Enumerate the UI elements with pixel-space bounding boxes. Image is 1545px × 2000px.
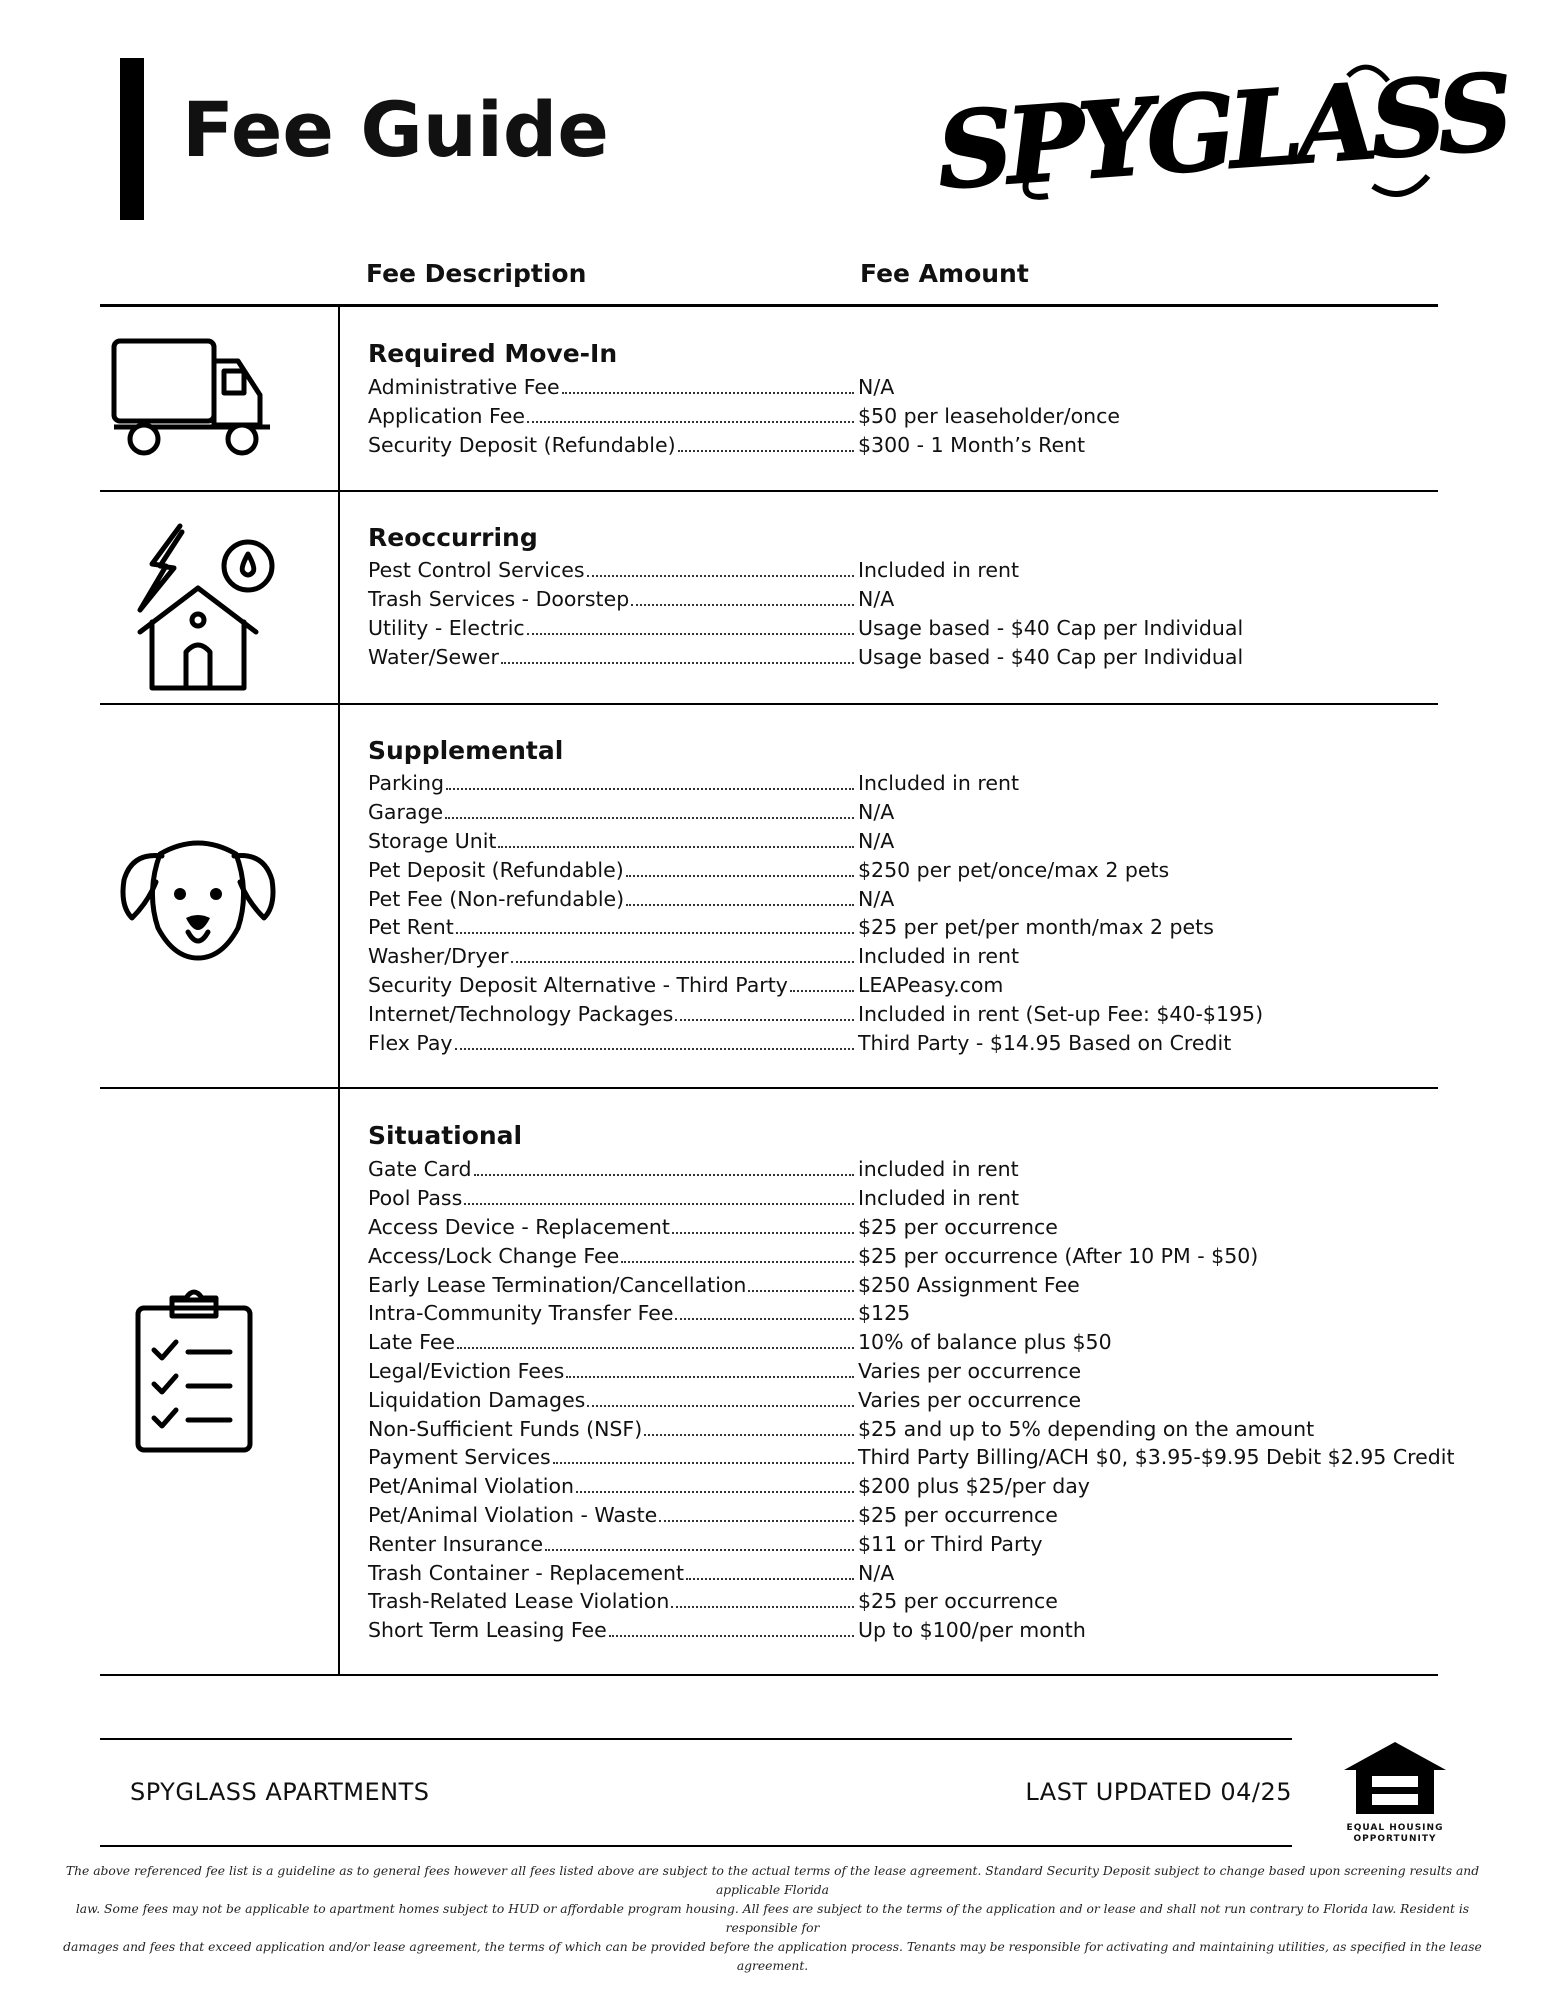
fee-amount: $25 per occurrence (858, 1589, 1058, 1614)
fee-label: Legal/Eviction Fees (368, 1358, 565, 1383)
fee-amount: Included in rent (858, 944, 1019, 969)
fee-row (368, 855, 1263, 884)
fee-label: Renter Insurance (368, 1531, 544, 1556)
fee-amount: Usage based - $40 Cap per Individual (858, 644, 1244, 669)
fee-amount: Included in rent (858, 1186, 1019, 1211)
fee-row (368, 1529, 1455, 1558)
fee-label: Early Lease Termination/Cancellation (368, 1272, 747, 1297)
fee-label: Pool Pass (368, 1186, 463, 1211)
fee-amount: LEAPeasy.com (858, 972, 1004, 997)
fee-row (368, 1357, 1455, 1386)
fee-amount: $25 per occurrence (858, 1214, 1058, 1239)
fee-amount: Usage based - $40 Cap per Individual (858, 615, 1244, 640)
fee-row (368, 1414, 1455, 1443)
fee-row (368, 1184, 1455, 1213)
disclaimer-line: damages and fees that exceed application and/or lease agreement, the terms of which can be provided before the application process. Tenants may be responsible for activating and maintaining utilities, as specified in the lease agreement. (63, 1940, 1482, 1973)
fee-amount: Varies per occurrence (858, 1358, 1082, 1383)
section-title-supplemental: Supplemental (368, 736, 564, 765)
eho-caption-line-1: EQUAL HOUSING (1346, 1823, 1444, 1833)
fee-row (368, 942, 1263, 971)
section-title-situational: Situational (368, 1121, 523, 1150)
spyglass-logo (933, 50, 1511, 213)
column-header-amount: Fee Amount (860, 259, 1029, 288)
fee-row (368, 884, 1263, 913)
fee-row (368, 827, 1263, 856)
fee-row (368, 1155, 1455, 1184)
fee-label: Pet/Animal Violation (368, 1474, 574, 1499)
dog-icon (118, 832, 278, 962)
fee-label: Pest Control Services (368, 558, 585, 583)
fee-row (368, 999, 1263, 1028)
legal-disclaimer (40, 1862, 1505, 1976)
fee-label: Pet Rent (368, 915, 454, 940)
footer-last-updated: LAST UPDATED 04/25 (1025, 1778, 1292, 1806)
fee-row (368, 1587, 1455, 1616)
fee-amount: $300 - 1 Month’s Rent (858, 432, 1086, 457)
fee-label: Pet Deposit (Refundable) (368, 857, 624, 882)
fee-row (368, 1385, 1455, 1414)
fee-amount: Included in rent (Set-up Fee: $40-$195) (858, 1001, 1264, 1026)
equal-housing-opportunity-logo (1340, 1738, 1450, 1848)
fee-label: Parking (368, 771, 445, 796)
fee-label: Access/Lock Change Fee (368, 1243, 620, 1268)
clipboard-checklist-icon (134, 1286, 254, 1454)
fee-label: Short Term Leasing Fee (368, 1618, 607, 1643)
fee-amount: $250 per pet/once/max 2 pets (858, 857, 1170, 882)
section-title-required-move-in: Required Move-In (368, 339, 618, 368)
fee-amount: N/A (858, 886, 895, 911)
table-bottom-rule (100, 1674, 1438, 1676)
fee-label: Internet/Technology Packages (368, 1001, 674, 1026)
fee-label: Non-Sufficient Funds (NSF) (368, 1416, 643, 1441)
title-accent-bar (120, 58, 144, 220)
fee-row (368, 642, 1243, 671)
fee-label: Trash-Related Lease Violation (368, 1589, 670, 1614)
fee-label: Flex Pay (368, 1030, 453, 1055)
fee-amount: N/A (858, 587, 895, 612)
fee-row (368, 1270, 1455, 1299)
fee-amount: Included in rent (858, 558, 1019, 583)
fee-amount: Up to $100/per month (858, 1618, 1086, 1643)
fee-label: Payment Services (368, 1445, 551, 1470)
fee-amount: $50 per leaseholder/once (858, 404, 1120, 429)
fee-label: Garage (368, 800, 444, 825)
fee-row (368, 402, 1120, 431)
fee-row (368, 971, 1263, 1000)
fee-amount: $25 and up to 5% depending on the amount (858, 1416, 1315, 1441)
fee-row (368, 1028, 1263, 1057)
fee-row (368, 585, 1243, 614)
fee-list-situational (368, 1155, 1455, 1645)
fee-amount: $250 Assignment Fee (858, 1272, 1080, 1297)
fee-amount: Third Party Billing/ACH $0, $3.95-$9.95 Debit $2.95 Credit (858, 1445, 1455, 1470)
fee-label: Security Deposit Alternative - Third Party (368, 972, 788, 997)
fee-row (368, 1472, 1455, 1501)
fee-row (368, 431, 1120, 460)
column-header-description: Fee Description (366, 259, 587, 288)
fee-label: Trash Container - Replacement (368, 1560, 684, 1585)
fee-row (368, 913, 1263, 942)
fee-row (368, 1213, 1455, 1242)
fee-amount: $25 per occurrence (After 10 PM - $50) (858, 1243, 1259, 1268)
fee-label: Storage Unit (368, 828, 497, 853)
fee-amount: $11 or Third Party (858, 1531, 1043, 1556)
fee-amount: Varies per occurrence (858, 1387, 1082, 1412)
fee-label: Administrative Fee (368, 375, 560, 400)
eho-caption-line-2: OPPORTUNITY (1353, 1834, 1437, 1844)
fee-amount: N/A (858, 375, 895, 400)
fee-row (368, 798, 1263, 827)
disclaimer-line: law. Some fees may not be applicable to apartment homes subject to HUD or affordable program housing. All fees are subject to the terms of the application and or lease and shall not run contrary to Florida law. Resident is responsible for (75, 1902, 1470, 1935)
fee-row (368, 1241, 1455, 1270)
section-divider (100, 490, 1438, 492)
fee-label: Late Fee (368, 1330, 456, 1355)
fee-label: Application Fee (368, 404, 525, 429)
fee-row (368, 373, 1120, 402)
fee-label: Washer/Dryer (368, 944, 509, 969)
fee-row (368, 1443, 1455, 1472)
svg-text:SPYGLASS: SPYGLASS (933, 50, 1511, 213)
fee-row (368, 769, 1263, 798)
fee-amount: $25 per occurrence (858, 1502, 1058, 1527)
fee-row (368, 1328, 1455, 1357)
fee-amount: N/A (858, 800, 895, 825)
fee-amount: 10% of balance plus $50 (858, 1330, 1112, 1355)
page-title: Fee Guide (182, 85, 609, 174)
fee-row (368, 556, 1243, 585)
fee-amount: Included in rent (858, 771, 1019, 796)
fee-label: Security Deposit (Refundable) (368, 432, 676, 457)
fee-label: Utility - Electric (368, 615, 525, 640)
fee-row (368, 614, 1243, 643)
moving-truck-icon (110, 335, 280, 460)
fee-row (368, 1558, 1455, 1587)
fee-label: Access Device - Replacement (368, 1214, 670, 1239)
fee-amount: included in rent (858, 1157, 1019, 1182)
table-top-rule (100, 304, 1438, 307)
section-title-reoccurring: Reoccurring (368, 523, 538, 552)
fee-list-required-move-in (368, 373, 1120, 459)
footer-top-rule (100, 1738, 1292, 1740)
fee-list-supplemental (368, 769, 1263, 1057)
fee-row (368, 1501, 1455, 1530)
fee-amount: Third Party - $14.95 Based on Credit (858, 1030, 1232, 1055)
fee-amount: $200 plus $25/per day (858, 1474, 1090, 1499)
disclaimer-line: The above referenced fee list is a guideline as to general fees however all fees listed above are subject to the actual terms of the lease agreement. Standard Security Deposit subject to change based upon screening results and applicable Florida (65, 1864, 1480, 1897)
fee-label: Trash Services - Doorstep (368, 587, 630, 612)
footer-property-name: SPYGLASS APARTMENTS (130, 1778, 430, 1806)
fee-label: Gate Card (368, 1157, 472, 1182)
fee-label: Water/Sewer (368, 644, 499, 669)
fee-amount: N/A (858, 828, 895, 853)
section-divider (100, 703, 1438, 705)
fee-row (368, 1616, 1455, 1645)
fee-label: Liquidation Damages (368, 1387, 586, 1412)
column-divider (338, 305, 340, 1675)
equal-housing-icon (1340, 1738, 1450, 1818)
footer-bottom-rule (100, 1845, 1292, 1847)
fee-row (368, 1299, 1455, 1328)
fee-amount: $25 per pet/per month/max 2 pets (858, 915, 1214, 940)
house-utilities-icon (130, 522, 280, 692)
fee-label: Intra-Community Transfer Fee (368, 1301, 674, 1326)
fee-amount: $125 (858, 1301, 911, 1326)
fee-amount: N/A (858, 1560, 895, 1585)
fee-label: Pet Fee (Non-refundable) (368, 886, 625, 911)
section-divider (100, 1087, 1438, 1089)
fee-list-reoccurring (368, 556, 1243, 671)
fee-label: Pet/Animal Violation - Waste (368, 1502, 658, 1527)
